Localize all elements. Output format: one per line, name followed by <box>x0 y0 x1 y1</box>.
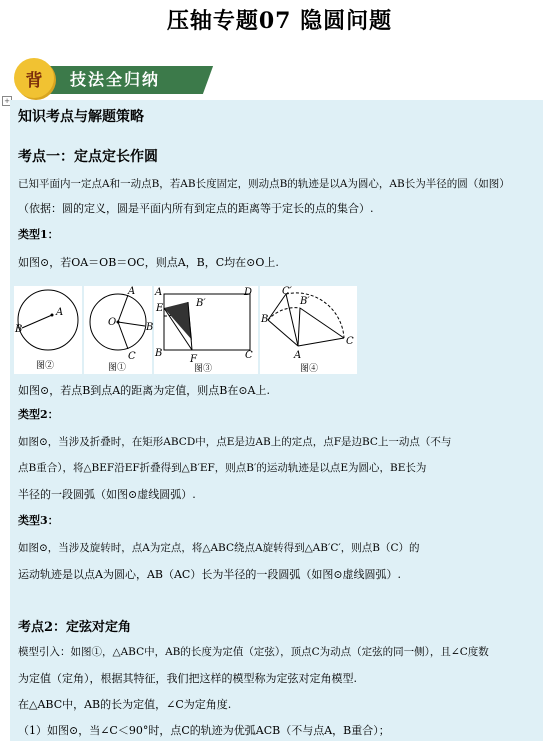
point2-line4: （1）如图⊙，当∠C＜90°时，点C的轨迹为优弧ACB（不与点A，B重合）； <box>18 724 390 737</box>
type2-line3: 半径的一段圆弧（如图⊙虚线圆弧）. <box>18 488 196 501</box>
fig1-caption: 图① <box>108 363 127 373</box>
type3-line1: 如图⊙，当涉及旋转时，点A为定点，将△ABC绕点A旋转得到△AB′C′，则点B（C）的 <box>18 542 420 554</box>
fig1-label-a: A <box>128 286 136 297</box>
figure-2 <box>14 286 82 374</box>
fig4-label-b-prime: B′ <box>300 296 310 307</box>
fig2-label-a: A <box>56 307 64 318</box>
type3-line2: 运动轨迹是以点A为圆心，AB（AC）长为半径的一段圆弧（如图⊙虚线圆弧）. <box>18 568 402 581</box>
fig4-caption: 图④ <box>300 364 319 374</box>
fig3-label-b: B <box>155 348 163 359</box>
type1-text: 如图⊙，若OA＝OB＝OC，则点A，B，C均在⊙O上. <box>18 256 279 269</box>
fig3-label-d: D <box>244 287 253 298</box>
point2-title: 考点2：定弦对定角 <box>18 620 132 635</box>
fig1-label-c: C <box>128 351 136 362</box>
content-heading: 知识考点与解题策略 <box>18 109 144 125</box>
fig4-label-a: A <box>294 350 302 361</box>
fig2-caption: 图② <box>36 361 55 371</box>
point1-title: 考点一：定点定长作圆 <box>18 149 158 165</box>
figure-3 <box>154 286 258 374</box>
point2-line2: 为定值（定角），根据其特征，我们把这样的模型称为定弦对定角模型. <box>18 672 357 685</box>
fig2-label-b: B <box>15 324 23 335</box>
point1-line1: 已知平面内一定点A和一动点B，若AB长度固定，则动点B的轨迹是以A为圆心，AB长为半径的圆（如图） <box>18 178 510 190</box>
fig3-label-a: A <box>155 287 163 298</box>
figures-row <box>14 286 359 374</box>
fig1-label-o: O <box>108 317 117 328</box>
fig4-label-b: B <box>261 314 269 325</box>
fig3-label-c: C <box>245 350 253 361</box>
type1-label: 类型1： <box>18 228 59 241</box>
banner-label: 技法全归纳 <box>70 70 161 89</box>
fig4-label-c: C <box>346 336 354 347</box>
section-banner <box>14 58 200 98</box>
content-panel <box>10 100 543 741</box>
fig3-label-f: F <box>190 354 197 365</box>
type1-text2: 如图⊙，若点B到点A的距离为定值，则点B在⊙A上. <box>18 384 270 397</box>
figure-4 <box>260 286 357 374</box>
fig3-label-e: E <box>156 303 164 314</box>
fig3-caption: 图③ <box>194 364 213 374</box>
type2-line2: 点B重合），将△BEF沿EF折叠得到△B′EF，则点B′的运动轨迹是以点E为圆心，BE长为 <box>18 462 427 474</box>
type2-label: 类型2： <box>18 408 59 421</box>
document-title: 压轴专题07 隐圆问题 <box>166 8 393 34</box>
fig4-label-c-prime: C′ <box>282 286 292 297</box>
point2-line1: 模型引入：如图①，△ABC中，AB的长度为定值（定弦），顶点C为动点（定弦的同一侧），且∠C度数 <box>18 646 489 658</box>
type3-label: 类型3： <box>18 514 59 527</box>
type2-line1: 如图⊙，当涉及折叠时，在矩形ABCD中，点E是边AB上的定点，点F是边BC上一动点（不与 <box>18 436 452 448</box>
fig1-label-b: B <box>146 322 154 333</box>
point1-line2: （依据：圆的定义，圆是平面内所有到定点的距离等于定长的点的集合）. <box>18 202 374 215</box>
table-anchor-icon[interactable]: + <box>2 96 12 106</box>
point2-line3: 在△ABC中，AB的长为定值，∠C为定角度. <box>18 698 232 711</box>
figure-1 <box>84 286 152 374</box>
fig3-label-b-prime: B′ <box>196 298 206 309</box>
banner-badge: 背 <box>14 58 54 98</box>
